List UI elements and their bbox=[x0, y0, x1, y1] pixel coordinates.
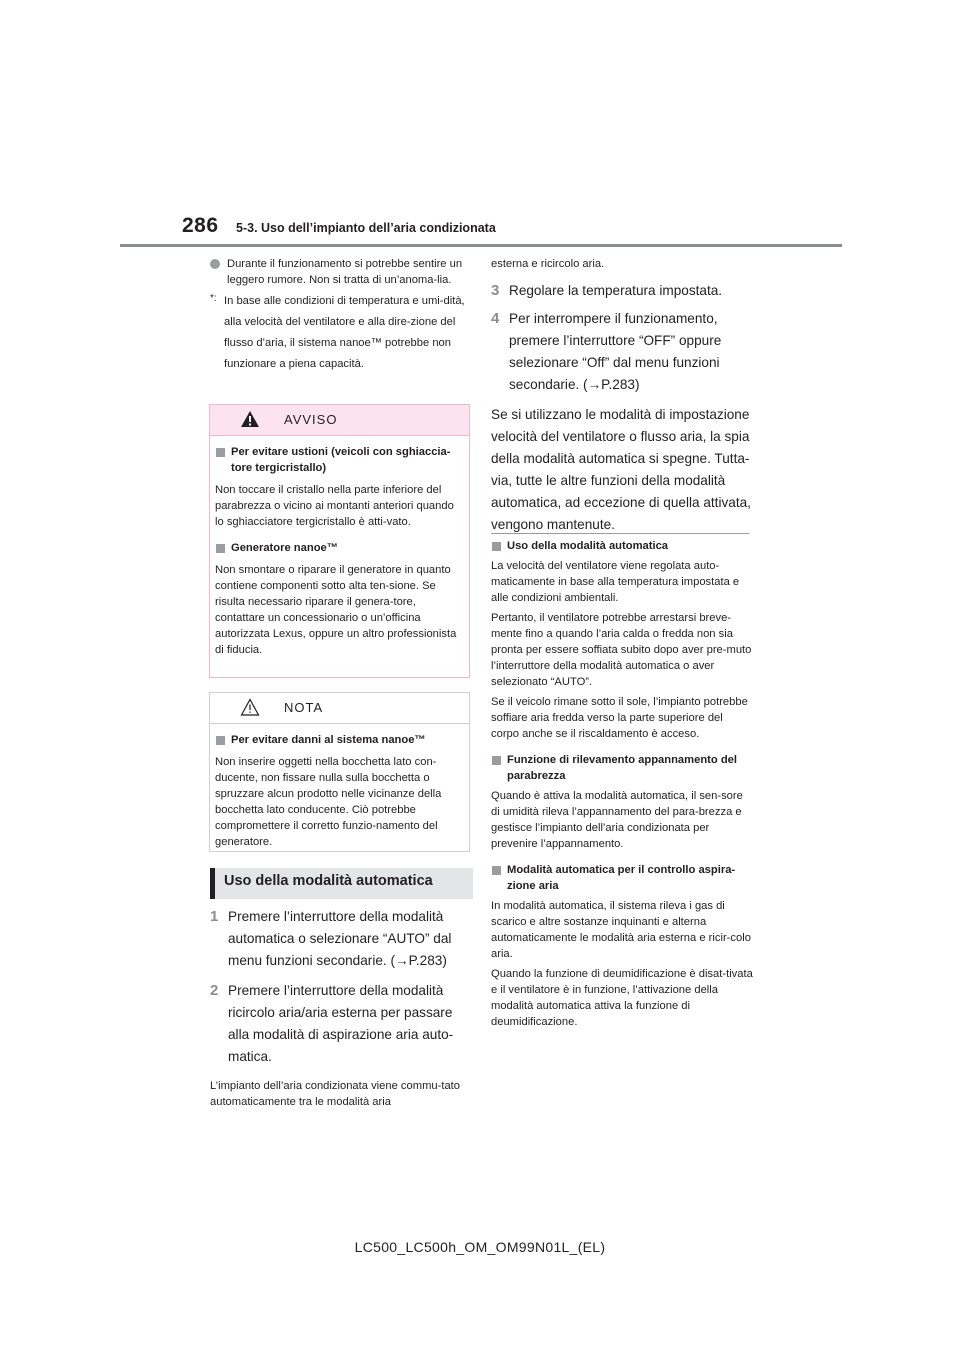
warning-subtitle-text: Per evitare ustioni (veicoli con sghiaccia-tore tergicristallo) bbox=[231, 446, 451, 474]
note-label: NOTA bbox=[284, 700, 324, 715]
step-text: Per interrompere il funzionamento, premere l’interruttore “OFF” oppure selezionare “Off” dal menu funzioni secondarie. (→P.283) bbox=[509, 311, 722, 392]
section-heading-text: Uso della modalità automatica bbox=[224, 873, 433, 889]
footnote-mark: *: bbox=[210, 293, 217, 304]
note-text: Non inserire oggetti nella bocchetta lato con-ducente, non fissare nulla sulla bocchetta o spruzzare alcun prodotto nelle vicinanze della bocchetta lato conducente. Ciò potrebbe compromettere il corretto funzio-namento del generatore. bbox=[215, 756, 442, 848]
step-note: L’impianto dell’aria condizionata viene commu-tato automaticamente tra le modalità aria bbox=[210, 1080, 460, 1108]
info-title bbox=[491, 538, 753, 554]
warning-text: Non toccare il cristallo nella parte inferiore del parabrezza o vicino ai montanti anteriori quando lo sghiacciatore tergicristallo è atti-vato. bbox=[215, 484, 454, 528]
warning-box-body bbox=[210, 444, 469, 658]
info-title-text: Funzione di rilevamento appannamento del parabrezza bbox=[507, 754, 737, 782]
section-heading bbox=[210, 868, 473, 899]
left-intro bbox=[210, 256, 472, 375]
page-number: 286 bbox=[182, 214, 219, 237]
step-number: 3 bbox=[491, 282, 500, 299]
step-item bbox=[491, 280, 753, 302]
info-section bbox=[491, 538, 753, 1030]
step-item bbox=[210, 980, 472, 1068]
info-text: Quando è attiva la modalità automatica, il sen-sore di umidità rileva l’appannamento del para-brezza e gestisce l’impianto dell’aria condizionata per prevenire l’appannamento. bbox=[491, 790, 743, 850]
info-text: In modalità automatica, il sistema rileva i gas di scarico e altre sostanze inquinanti e alterna automaticamente le modalità aria esterna e ricir-colo aria. bbox=[491, 900, 751, 960]
footnote-text: In base alle condizioni di temperatura e umi-dità, alla velocità del ventilatore e alla dire-zione del flusso d’aria, il sistema nanoe™ potrebbe non funzionare a piena capacità. bbox=[224, 295, 465, 370]
info-title bbox=[491, 752, 753, 784]
section-title: 5-3. Uso dell’impianto dell’aria condizionata bbox=[236, 221, 496, 235]
right-column-top bbox=[491, 256, 753, 536]
square-bullet-icon bbox=[216, 448, 225, 457]
body-paragraph bbox=[491, 404, 753, 536]
note-subtitle bbox=[215, 732, 463, 748]
note-box bbox=[209, 692, 470, 852]
header-divider bbox=[120, 244, 842, 247]
info-title-text: Modalità automatica per il controllo aspira-zione aria bbox=[507, 864, 736, 892]
body-paragraph-text: Se si utilizzano le modalità di impostazione velocità del ventilatore o flusso aria, la spia della modalità automatica si spegne. Tutta-via, tutte le altre funzioni della modalità automatica, ad eccezione di quella attivata, vengono mantenute. bbox=[491, 407, 751, 532]
info-text: Quando la funzione di deumidificazione è disat-tivata e il ventilatore è in funzione, l’attivazione della modalità automatica attiva la funzione di deumidificazione. bbox=[491, 968, 753, 1028]
step-item bbox=[491, 308, 753, 396]
step-text: Regolare la temperatura impostata. bbox=[509, 283, 723, 298]
info-title-text: Uso della modalità automatica bbox=[507, 540, 669, 552]
steps-left bbox=[210, 906, 472, 1110]
square-bullet-icon bbox=[216, 544, 225, 553]
step-number: 1 bbox=[210, 908, 219, 925]
warning-triangle-icon bbox=[240, 410, 260, 428]
note-box-body bbox=[210, 732, 469, 850]
info-title bbox=[491, 862, 753, 894]
note-box-header bbox=[210, 693, 469, 724]
footer-code: LC500_LC500h_OM_OM99N01L_(EL) bbox=[354, 1239, 606, 1255]
bullet-text: Durante il funzionamento si potrebbe sentire un leggero rumore. Non si tratta di un’anoma-lia. bbox=[227, 258, 463, 286]
square-bullet-icon bbox=[492, 542, 501, 551]
bullet-item bbox=[210, 256, 472, 288]
footnote bbox=[210, 291, 472, 375]
step-number: 4 bbox=[491, 310, 500, 327]
warning-text: Non smontare o riparare il generatore in quanto contiene componenti sotto alta ten-sione. Se risulta necessario riparare il genera-tore, contattare un concessionario o un’officina autorizzata Lexus, oppure un altro professionista di fiducia. bbox=[215, 564, 457, 656]
warning-label: AVVISO bbox=[284, 412, 338, 427]
continued-text: esterna e ricircolo aria. bbox=[491, 258, 605, 270]
bullet-icon bbox=[210, 259, 220, 269]
warning-subtitle bbox=[215, 540, 463, 556]
info-text: Se il veicolo rimane sotto il sole, l’impianto potrebbe soffiare aria fredda verso la parte superiore del corpo anche se il riscaldamento è acceso. bbox=[491, 696, 748, 740]
note-subtitle-text: Per evitare danni al sistema nanoe™ bbox=[231, 734, 426, 746]
caution-triangle-icon bbox=[240, 698, 260, 716]
step-item bbox=[210, 906, 472, 972]
square-bullet-icon bbox=[492, 756, 501, 765]
info-text: Pertanto, il ventilatore potrebbe arrestarsi breve-mente fino a quando l’aria calda o fredda non sia pronta per essere soffiata subito dopo aver pre-muto l’interruttore della modalità automatica o aver selezionato “AUTO”. bbox=[491, 612, 752, 688]
step-text: Premere l’interruttore della modalità automatica o selezionare “AUTO” dal menu funzioni secondarie. (→P.283) bbox=[228, 909, 452, 968]
warning-box bbox=[209, 404, 470, 678]
warning-subtitle-text: Generatore nanoe™ bbox=[231, 542, 338, 554]
warning-box-header bbox=[210, 405, 469, 436]
step-text: Premere l’interruttore della modalità ricircolo aria/aria esterna per passare alla modalità di aspirazione aria auto-matica. bbox=[228, 983, 454, 1064]
warning-subtitle bbox=[215, 444, 463, 476]
info-divider bbox=[491, 533, 749, 534]
square-bullet-icon bbox=[216, 736, 225, 745]
step-number: 2 bbox=[210, 982, 219, 999]
info-text: La velocità del ventilatore viene regolata auto-maticamente in base alla temperatura impostata e alle condizioni ambientali. bbox=[491, 560, 740, 604]
square-bullet-icon bbox=[492, 866, 501, 875]
